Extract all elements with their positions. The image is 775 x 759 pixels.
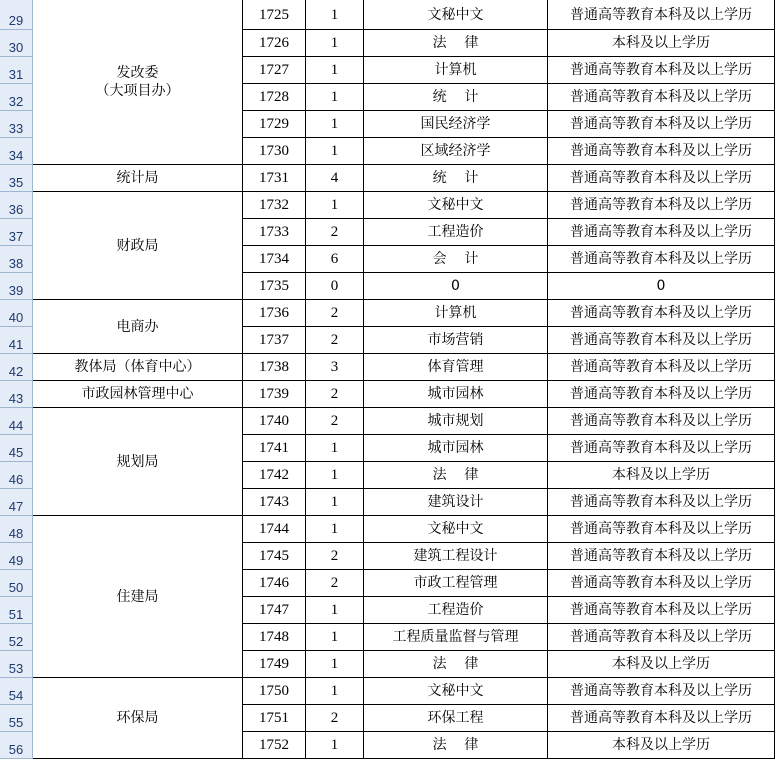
row-header[interactable]: 43 [0, 381, 32, 408]
education-cell[interactable]: 本科及以上学历 [548, 462, 775, 489]
major-cell[interactable]: 文秘中文 [364, 516, 548, 543]
count-cell[interactable]: 1 [306, 516, 364, 543]
major-cell[interactable]: 工程质量监督与管理 [364, 624, 548, 651]
education-cell[interactable]: 普通高等教育本科及以上学历 [548, 57, 775, 84]
code-cell[interactable]: 1741 [243, 435, 306, 462]
row-header[interactable]: 45 [0, 435, 32, 462]
code-cell[interactable]: 1751 [243, 705, 306, 732]
row-header[interactable]: 32 [0, 84, 32, 111]
education-cell[interactable]: 普通高等教育本科及以上学历 [548, 435, 775, 462]
code-cell[interactable]: 1739 [243, 381, 306, 408]
code-cell[interactable]: 1747 [243, 597, 306, 624]
code-cell[interactable]: 1736 [243, 300, 306, 327]
education-cell[interactable]: 0 [548, 273, 775, 300]
education-cell[interactable]: 普通高等教育本科及以上学历 [548, 300, 775, 327]
code-cell[interactable]: 1734 [243, 246, 306, 273]
major-cell[interactable]: 市场营销 [364, 327, 548, 354]
count-cell[interactable]: 1 [306, 624, 364, 651]
department-cell[interactable]: 电商办 [33, 300, 243, 354]
department-cell[interactable]: 发改委 （大项目办） [33, 0, 243, 165]
row-header[interactable]: 53 [0, 651, 32, 678]
major-cell[interactable]: 建筑设计 [364, 489, 548, 516]
code-cell[interactable]: 1727 [243, 57, 306, 84]
row-header[interactable]: 36 [0, 192, 32, 219]
count-cell[interactable]: 2 [306, 219, 364, 246]
education-cell[interactable]: 本科及以上学历 [548, 732, 775, 759]
code-cell[interactable]: 1735 [243, 273, 306, 300]
row-header[interactable]: 54 [0, 678, 32, 705]
row-header[interactable]: 52 [0, 624, 32, 651]
count-cell[interactable]: 1 [306, 30, 364, 57]
count-cell[interactable]: 1 [306, 732, 364, 759]
code-cell[interactable]: 1728 [243, 84, 306, 111]
row-header[interactable]: 29 [0, 0, 32, 30]
count-cell[interactable]: 1 [306, 489, 364, 516]
department-cell[interactable]: 环保局 [33, 678, 243, 759]
department-cell[interactable]: 统计局 [33, 165, 243, 192]
major-cell[interactable]: 城市园林 [364, 435, 548, 462]
count-cell[interactable]: 0 [306, 273, 364, 300]
education-cell[interactable]: 普通高等教育本科及以上学历 [548, 705, 775, 732]
major-cell[interactable]: 建筑工程设计 [364, 543, 548, 570]
code-cell[interactable]: 1745 [243, 543, 306, 570]
count-cell[interactable]: 3 [306, 354, 364, 381]
education-cell[interactable]: 普通高等教育本科及以上学历 [548, 516, 775, 543]
count-cell[interactable]: 1 [306, 597, 364, 624]
education-cell[interactable]: 本科及以上学历 [548, 30, 775, 57]
major-cell[interactable]: 城市园林 [364, 381, 548, 408]
code-cell[interactable]: 1729 [243, 111, 306, 138]
code-cell[interactable]: 1752 [243, 732, 306, 759]
education-cell[interactable]: 普通高等教育本科及以上学历 [548, 381, 775, 408]
count-cell[interactable]: 2 [306, 327, 364, 354]
code-cell[interactable]: 1737 [243, 327, 306, 354]
major-cell[interactable]: 环保工程 [364, 705, 548, 732]
major-cell[interactable]: 工程造价 [364, 597, 548, 624]
count-cell[interactable]: 1 [306, 0, 364, 30]
code-cell[interactable]: 1726 [243, 30, 306, 57]
row-header[interactable]: 50 [0, 570, 32, 597]
row-header[interactable]: 41 [0, 327, 32, 354]
education-cell[interactable]: 普通高等教育本科及以上学历 [548, 138, 775, 165]
department-cell[interactable]: 教体局（体育中心） [33, 354, 243, 381]
row-header[interactable]: 40 [0, 300, 32, 327]
department-cell[interactable]: 财政局 [33, 192, 243, 300]
code-cell[interactable]: 1740 [243, 408, 306, 435]
major-cell[interactable]: 文秘中文 [364, 0, 548, 30]
code-cell[interactable]: 1725 [243, 0, 306, 30]
row-header[interactable]: 39 [0, 273, 32, 300]
education-cell[interactable]: 普通高等教育本科及以上学历 [548, 327, 775, 354]
row-header[interactable]: 42 [0, 354, 32, 381]
major-cell[interactable]: 城市规划 [364, 408, 548, 435]
education-cell[interactable]: 普通高等教育本科及以上学历 [548, 246, 775, 273]
count-cell[interactable]: 1 [306, 651, 364, 678]
major-cell[interactable]: 文秘中文 [364, 678, 548, 705]
code-cell[interactable]: 1744 [243, 516, 306, 543]
count-cell[interactable]: 2 [306, 408, 364, 435]
education-cell[interactable]: 普通高等教育本科及以上学历 [548, 570, 775, 597]
education-cell[interactable]: 普通高等教育本科及以上学历 [548, 165, 775, 192]
major-cell[interactable]: 法 律 [364, 462, 548, 489]
row-header[interactable]: 49 [0, 543, 32, 570]
major-cell[interactable]: 体育管理 [364, 354, 548, 381]
row-header[interactable]: 34 [0, 138, 32, 165]
education-cell[interactable]: 普通高等教育本科及以上学历 [548, 489, 775, 516]
row-header[interactable]: 47 [0, 489, 32, 516]
count-cell[interactable]: 4 [306, 165, 364, 192]
row-header[interactable]: 56 [0, 732, 32, 759]
code-cell[interactable]: 1746 [243, 570, 306, 597]
education-cell[interactable]: 普通高等教育本科及以上学历 [548, 192, 775, 219]
major-cell[interactable]: 国民经济学 [364, 111, 548, 138]
code-cell[interactable]: 1738 [243, 354, 306, 381]
count-cell[interactable]: 2 [306, 543, 364, 570]
code-cell[interactable]: 1743 [243, 489, 306, 516]
major-cell[interactable]: 法 律 [364, 732, 548, 759]
education-cell[interactable]: 普通高等教育本科及以上学历 [548, 354, 775, 381]
major-cell[interactable]: 0 [364, 273, 548, 300]
row-header[interactable]: 31 [0, 57, 32, 84]
code-cell[interactable]: 1748 [243, 624, 306, 651]
row-header[interactable]: 38 [0, 246, 32, 273]
count-cell[interactable]: 1 [306, 678, 364, 705]
count-cell[interactable]: 1 [306, 138, 364, 165]
row-header[interactable]: 44 [0, 408, 32, 435]
major-cell[interactable]: 市政工程管理 [364, 570, 548, 597]
education-cell[interactable]: 普通高等教育本科及以上学历 [548, 543, 775, 570]
education-cell[interactable]: 本科及以上学历 [548, 651, 775, 678]
cell-grid [33, 0, 775, 759]
count-cell[interactable]: 1 [306, 57, 364, 84]
code-cell[interactable]: 1750 [243, 678, 306, 705]
row-header-column [0, 0, 33, 759]
row-header[interactable]: 55 [0, 705, 32, 732]
code-cell[interactable]: 1749 [243, 651, 306, 678]
row-header[interactable]: 48 [0, 516, 32, 543]
count-cell[interactable]: 1 [306, 435, 364, 462]
department-cell[interactable]: 市政园林管理中心 [33, 381, 243, 408]
major-cell[interactable]: 工程造价 [364, 219, 548, 246]
row-header[interactable]: 37 [0, 219, 32, 246]
count-cell[interactable]: 1 [306, 462, 364, 489]
count-cell[interactable]: 1 [306, 84, 364, 111]
education-cell[interactable]: 普通高等教育本科及以上学历 [548, 111, 775, 138]
row-header[interactable]: 30 [0, 30, 32, 57]
code-cell[interactable]: 1731 [243, 165, 306, 192]
count-cell[interactable]: 6 [306, 246, 364, 273]
count-cell[interactable]: 1 [306, 111, 364, 138]
major-cell[interactable]: 计算机 [364, 300, 548, 327]
education-cell[interactable]: 普通高等教育本科及以上学历 [548, 624, 775, 651]
department-cell[interactable]: 住建局 [33, 516, 243, 678]
education-cell[interactable]: 普通高等教育本科及以上学历 [548, 0, 775, 30]
major-cell[interactable]: 计算机 [364, 57, 548, 84]
major-cell[interactable]: 法 律 [364, 30, 548, 57]
count-cell[interactable]: 2 [306, 705, 364, 732]
count-cell[interactable]: 2 [306, 570, 364, 597]
department-cell[interactable]: 规划局 [33, 408, 243, 516]
row-header[interactable]: 35 [0, 165, 32, 192]
major-cell[interactable]: 统 计 [364, 84, 548, 111]
code-cell[interactable]: 1730 [243, 138, 306, 165]
count-cell[interactable]: 2 [306, 381, 364, 408]
code-cell[interactable]: 1733 [243, 219, 306, 246]
education-cell[interactable]: 普通高等教育本科及以上学历 [548, 678, 775, 705]
education-cell[interactable]: 普通高等教育本科及以上学历 [548, 84, 775, 111]
row-header[interactable]: 33 [0, 111, 32, 138]
major-cell[interactable]: 法 律 [364, 651, 548, 678]
education-cell[interactable]: 普通高等教育本科及以上学历 [548, 597, 775, 624]
major-cell[interactable]: 区域经济学 [364, 138, 548, 165]
major-cell[interactable]: 文秘中文 [364, 192, 548, 219]
education-cell[interactable]: 普通高等教育本科及以上学历 [548, 219, 775, 246]
count-cell[interactable]: 1 [306, 192, 364, 219]
major-cell[interactable]: 会 计 [364, 246, 548, 273]
code-cell[interactable]: 1732 [243, 192, 306, 219]
count-cell[interactable]: 2 [306, 300, 364, 327]
education-cell[interactable]: 普通高等教育本科及以上学历 [548, 408, 775, 435]
major-cell[interactable]: 统 计 [364, 165, 548, 192]
row-header[interactable]: 51 [0, 597, 32, 624]
code-cell[interactable]: 1742 [243, 462, 306, 489]
row-header[interactable]: 46 [0, 462, 32, 489]
